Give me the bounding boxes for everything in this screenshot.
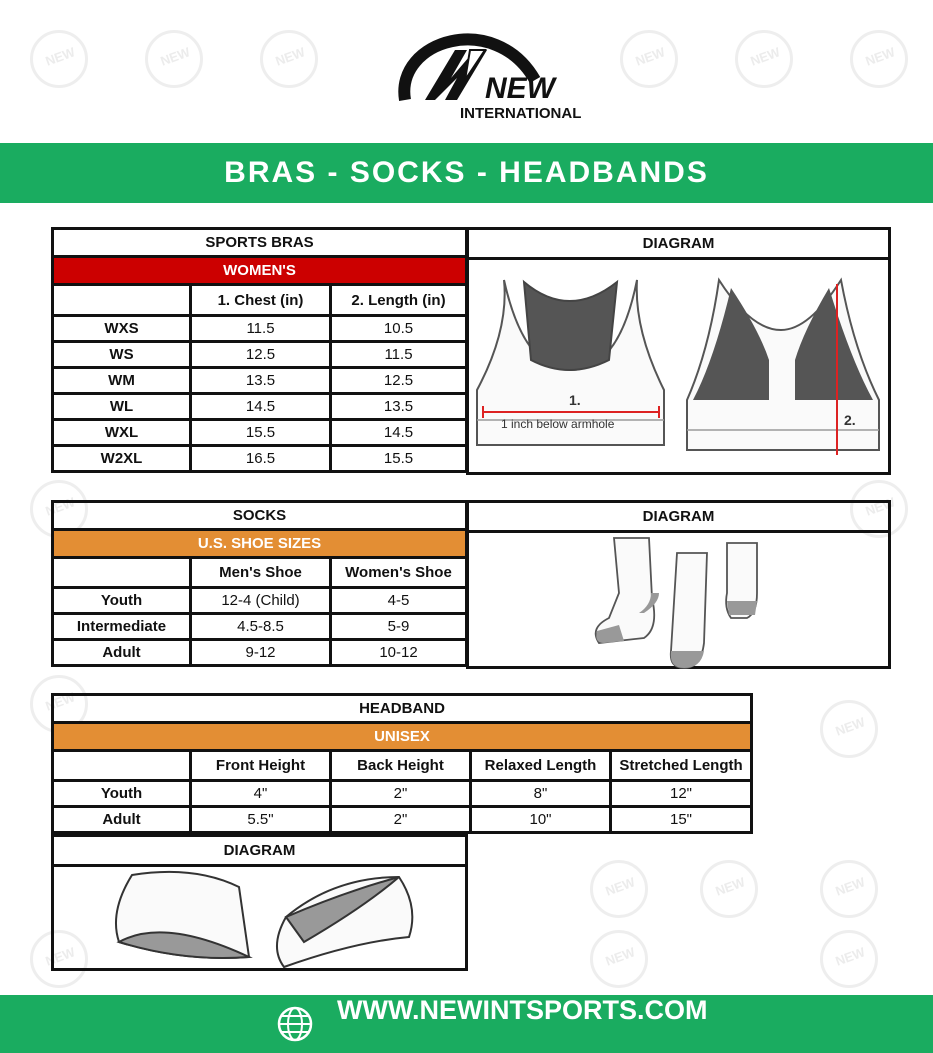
socks-header-women: Women's Shoe xyxy=(331,558,467,588)
table-row: Adult 5.5" 2" 10" 15" xyxy=(53,807,752,833)
headband-header-stretched: Stretched Length xyxy=(611,751,752,781)
socks-illustration xyxy=(469,533,888,669)
website-link[interactable]: WWW.NEWINTSPORTS.COM xyxy=(337,995,708,1025)
socks-group: U.S. SHOE SIZES xyxy=(53,530,467,558)
table-row: WXS 11.5 10.5 xyxy=(53,316,467,342)
svg-text:INTERNATIONAL: INTERNATIONAL xyxy=(460,105,582,122)
svg-text:NEW: NEW xyxy=(485,72,555,105)
bras-title: SPORTS BRAS xyxy=(53,229,467,257)
sports-bra-illustration xyxy=(469,260,888,475)
bras-header-length: 2. Length (in) xyxy=(331,285,467,316)
table-row: WL 14.5 13.5 xyxy=(53,394,467,420)
headband-title: HEADBAND xyxy=(53,695,752,723)
bras-header-chest: 1. Chest (in) xyxy=(191,285,331,316)
headband-header-relaxed: Relaxed Length xyxy=(471,751,611,781)
table-row: Youth 4" 2" 8" 12" xyxy=(53,781,752,807)
page-title-banner: BRAS - SOCKS - HEADBANDS xyxy=(0,143,933,203)
bras-diagram xyxy=(466,227,891,475)
table-row: Intermediate 4.5-8.5 5-9 xyxy=(53,614,467,640)
socks-title: SOCKS xyxy=(53,502,467,530)
socks-diagram-title: DIAGRAM xyxy=(469,503,888,533)
svg-text:2.: 2. xyxy=(844,412,856,428)
table-row: WS 12.5 11.5 xyxy=(53,342,467,368)
table-row: WM 13.5 12.5 xyxy=(53,368,467,394)
brand-logo xyxy=(385,20,610,125)
headband-illustration xyxy=(54,867,465,971)
table-row: Adult 9-12 10-12 xyxy=(53,640,467,666)
bras-group: WOMEN'S xyxy=(53,257,467,285)
table-row: Youth 12-4 (Child) 4-5 xyxy=(53,588,467,614)
socks-table xyxy=(51,500,468,667)
socks-header-men: Men's Shoe xyxy=(191,558,331,588)
footer-bar xyxy=(0,995,933,1053)
headband-table xyxy=(51,693,753,834)
headband-header-front: Front Height xyxy=(191,751,331,781)
svg-text:1 inch below armhole: 1 inch below armhole xyxy=(501,417,615,431)
svg-text:1.: 1. xyxy=(569,392,581,408)
bras-diagram-title: DIAGRAM xyxy=(469,230,888,260)
globe-icon xyxy=(277,1006,313,1042)
socks-diagram xyxy=(466,500,891,669)
headband-diagram-title: DIAGRAM xyxy=(54,837,465,867)
table-row: W2XL 16.5 15.5 xyxy=(53,446,467,472)
table-row: WXL 15.5 14.5 xyxy=(53,420,467,446)
headband-header-back: Back Height xyxy=(331,751,471,781)
headband-diagram xyxy=(51,834,468,971)
headband-group: UNISEX xyxy=(53,723,752,751)
sports-bras-table xyxy=(51,227,468,473)
